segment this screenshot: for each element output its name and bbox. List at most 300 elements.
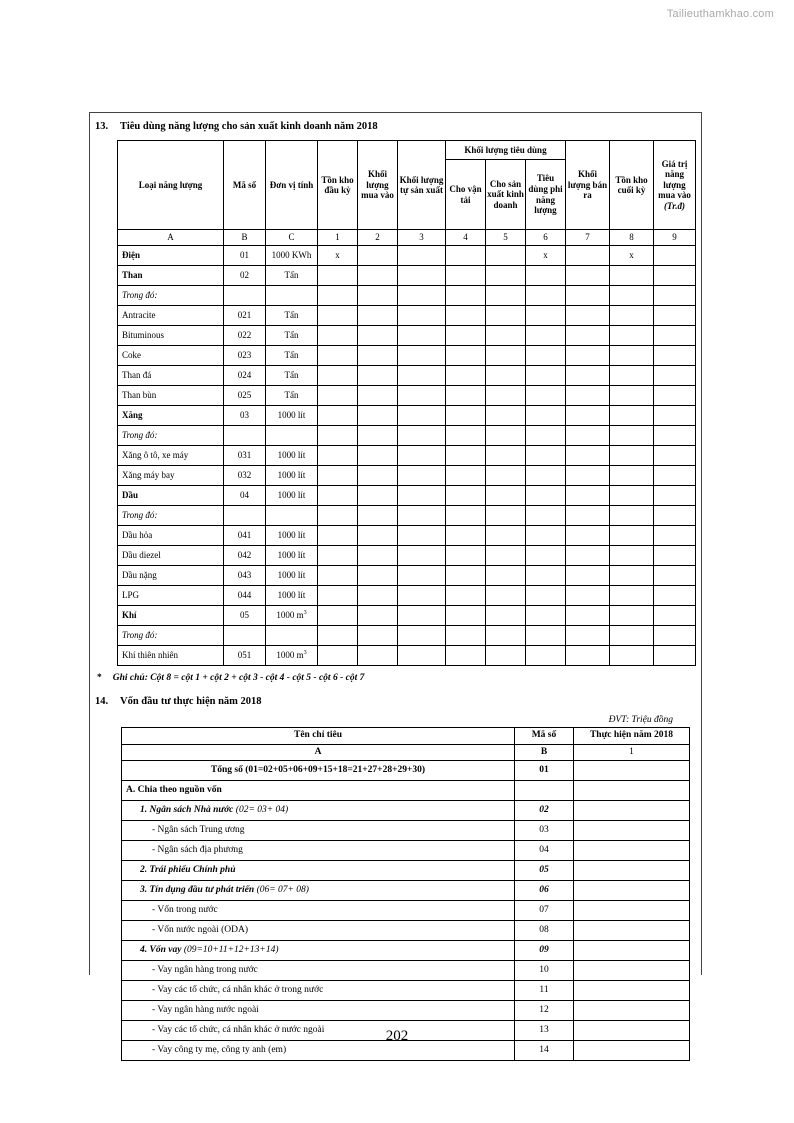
energy-cell-col-2[interactable] bbox=[358, 586, 398, 606]
energy-cell-col-8[interactable] bbox=[610, 446, 654, 466]
energy-cell-col-9[interactable] bbox=[654, 406, 696, 426]
energy-cell-col-3[interactable] bbox=[398, 586, 446, 606]
energy-cell-col-2[interactable] bbox=[358, 286, 398, 306]
energy-cell-col-6[interactable] bbox=[526, 466, 566, 486]
energy-row-unit: Tấn bbox=[266, 386, 318, 406]
energy-cell-col-4[interactable] bbox=[446, 406, 486, 426]
energy-row-name: Than bbox=[118, 266, 224, 286]
energy-cell-col-4[interactable] bbox=[446, 506, 486, 526]
invest-row-label bbox=[122, 1001, 515, 1021]
energy-cell-col-5[interactable] bbox=[486, 306, 526, 326]
table-row bbox=[118, 246, 696, 266]
energy-row-unit: Tấn bbox=[266, 326, 318, 346]
th-sold: Khối lượng bán ra bbox=[566, 141, 610, 230]
energy-cell-col-2[interactable] bbox=[358, 366, 398, 386]
energy-cell-col-7[interactable] bbox=[566, 586, 610, 606]
energy-table-body bbox=[118, 246, 696, 666]
energy-cell-col-6[interactable] bbox=[526, 586, 566, 606]
energy-cell-col-8[interactable] bbox=[610, 266, 654, 286]
energy-cell-col-4[interactable] bbox=[446, 586, 486, 606]
energy-cell-col-6[interactable] bbox=[526, 426, 566, 446]
energy-cell-col-1[interactable] bbox=[318, 506, 358, 526]
invest-row-value[interactable] bbox=[574, 921, 690, 941]
energy-cell-col-9[interactable] bbox=[654, 626, 696, 646]
energy-cell-col-7[interactable] bbox=[566, 526, 610, 546]
th-value bbox=[654, 141, 696, 230]
energy-cell-col-9[interactable] bbox=[654, 386, 696, 406]
energy-col-letter-5: 5 bbox=[486, 230, 526, 246]
invest-row-code: 11 bbox=[515, 981, 574, 1001]
invest-row-value[interactable] bbox=[574, 821, 690, 841]
invest-row-label bbox=[122, 861, 515, 881]
energy-cell-col-5[interactable] bbox=[486, 486, 526, 506]
table-row bbox=[122, 1001, 690, 1021]
energy-cell-col-1[interactable] bbox=[318, 366, 358, 386]
invest-row-value[interactable] bbox=[574, 941, 690, 961]
energy-cell-col-9[interactable] bbox=[654, 366, 696, 386]
energy-cell-col-6[interactable] bbox=[526, 366, 566, 386]
energy-cell-col-2[interactable] bbox=[358, 426, 398, 446]
energy-cell-col-9[interactable] bbox=[654, 286, 696, 306]
energy-cell-col-3[interactable] bbox=[398, 606, 446, 626]
energy-cell-col-5[interactable] bbox=[486, 386, 526, 406]
energy-cell-col-5[interactable] bbox=[486, 646, 526, 666]
energy-cell-col-8[interactable] bbox=[610, 626, 654, 646]
energy-cell-col-8[interactable]: x bbox=[610, 246, 654, 266]
th-energy-code: Mã số bbox=[224, 141, 266, 230]
energy-cell-col-6[interactable] bbox=[526, 386, 566, 406]
energy-cell-col-9[interactable] bbox=[654, 646, 696, 666]
energy-cell-col-9[interactable] bbox=[654, 266, 696, 286]
energy-cell-col-8[interactable] bbox=[610, 306, 654, 326]
energy-cell-col-7[interactable] bbox=[566, 426, 610, 446]
energy-cell-col-8[interactable] bbox=[610, 406, 654, 426]
energy-cell-col-3[interactable] bbox=[398, 386, 446, 406]
energy-cell-col-1[interactable] bbox=[318, 306, 358, 326]
energy-cell-col-4[interactable] bbox=[446, 346, 486, 366]
invest-row-value[interactable] bbox=[574, 881, 690, 901]
energy-cell-col-4[interactable] bbox=[446, 426, 486, 446]
invest-row-label-text: - Ngân sách địa phương bbox=[152, 845, 243, 856]
energy-cell-col-3[interactable] bbox=[398, 426, 446, 446]
invest-row-code: 01 bbox=[515, 761, 574, 781]
energy-cell-col-8[interactable] bbox=[610, 286, 654, 306]
energy-row-code: 041 bbox=[224, 526, 266, 546]
invest-row-code: 08 bbox=[515, 921, 574, 941]
energy-cell-col-5[interactable] bbox=[486, 406, 526, 426]
invest-row-value[interactable] bbox=[574, 781, 690, 801]
energy-cell-col-1[interactable] bbox=[318, 566, 358, 586]
energy-cell-col-2[interactable] bbox=[358, 346, 398, 366]
energy-cell-col-5[interactable] bbox=[486, 326, 526, 346]
energy-cell-col-8[interactable] bbox=[610, 506, 654, 526]
energy-column-letters-row bbox=[118, 230, 696, 246]
table-row bbox=[118, 286, 696, 306]
energy-cell-col-1[interactable] bbox=[318, 646, 358, 666]
invest-row-value[interactable] bbox=[574, 861, 690, 881]
energy-cell-col-6[interactable] bbox=[526, 566, 566, 586]
energy-cell-col-8[interactable] bbox=[610, 646, 654, 666]
energy-cell-col-3[interactable] bbox=[398, 346, 446, 366]
invest-row-label bbox=[122, 841, 515, 861]
energy-cell-col-4[interactable] bbox=[446, 386, 486, 406]
energy-cell-col-4[interactable] bbox=[446, 646, 486, 666]
energy-cell-col-4[interactable] bbox=[446, 446, 486, 466]
section-14-title: Vốn đầu tư thực hiện năm 2018 bbox=[120, 696, 262, 708]
energy-cell-col-3[interactable] bbox=[398, 266, 446, 286]
energy-cell-col-4[interactable] bbox=[446, 466, 486, 486]
energy-cell-col-8[interactable] bbox=[610, 466, 654, 486]
energy-cell-col-6[interactable] bbox=[526, 606, 566, 626]
energy-cell-col-9[interactable] bbox=[654, 246, 696, 266]
energy-cell-col-7[interactable] bbox=[566, 346, 610, 366]
invest-row-code: 06 bbox=[515, 881, 574, 901]
energy-cell-col-8[interactable] bbox=[610, 586, 654, 606]
energy-cell-col-4[interactable] bbox=[446, 306, 486, 326]
energy-cell-col-2[interactable] bbox=[358, 266, 398, 286]
energy-cell-col-3[interactable] bbox=[398, 566, 446, 586]
energy-cell-col-3[interactable] bbox=[398, 486, 446, 506]
energy-cell-col-3[interactable] bbox=[398, 326, 446, 346]
table-row bbox=[118, 446, 696, 466]
energy-cell-col-5[interactable] bbox=[486, 366, 526, 386]
invest-row-code: 14 bbox=[515, 1041, 574, 1061]
energy-cell-col-6[interactable] bbox=[526, 326, 566, 346]
table-row bbox=[118, 606, 696, 626]
energy-cell-col-1[interactable] bbox=[318, 626, 358, 646]
energy-cell-col-9[interactable] bbox=[654, 346, 696, 366]
energy-cell-col-8[interactable] bbox=[610, 486, 654, 506]
invest-row-value[interactable] bbox=[574, 981, 690, 1001]
energy-header-row-1 bbox=[118, 141, 696, 160]
energy-row-name: Dầu bbox=[118, 486, 224, 506]
section-13-note bbox=[95, 673, 692, 683]
energy-col-letter-9: 9 bbox=[654, 230, 696, 246]
energy-row-name: Bituminous bbox=[118, 326, 224, 346]
energy-cell-col-3[interactable] bbox=[398, 246, 446, 266]
invest-row-label bbox=[122, 961, 515, 981]
energy-cell-col-2[interactable] bbox=[358, 506, 398, 526]
energy-cell-col-2[interactable] bbox=[358, 446, 398, 466]
invest-row-code: 13 bbox=[515, 1021, 574, 1041]
watermark: Tailieuthamkhao.com bbox=[666, 8, 774, 20]
invest-row-value[interactable] bbox=[574, 1001, 690, 1021]
energy-cell-col-6[interactable] bbox=[526, 546, 566, 566]
energy-row-code bbox=[224, 286, 266, 306]
energy-cell-col-3[interactable] bbox=[398, 446, 446, 466]
energy-cell-col-6[interactable] bbox=[526, 486, 566, 506]
energy-cell-col-2[interactable] bbox=[358, 306, 398, 326]
energy-cell-col-1[interactable] bbox=[318, 266, 358, 286]
invest-row-code: 04 bbox=[515, 841, 574, 861]
table-row bbox=[118, 526, 696, 546]
energy-cell-col-7[interactable] bbox=[566, 626, 610, 646]
th-for-production: Cho sản xuất kinh doanh bbox=[486, 160, 526, 230]
energy-cell-col-7[interactable] bbox=[566, 286, 610, 306]
table-row bbox=[118, 586, 696, 606]
energy-cell-col-4[interactable] bbox=[446, 546, 486, 566]
energy-cell-col-9[interactable] bbox=[654, 446, 696, 466]
energy-row-code: 05 bbox=[224, 606, 266, 626]
invest-row-value[interactable] bbox=[574, 901, 690, 921]
energy-cell-col-7[interactable] bbox=[566, 646, 610, 666]
energy-cell-col-5[interactable] bbox=[486, 546, 526, 566]
energy-cell-col-1[interactable] bbox=[318, 546, 358, 566]
energy-cell-col-8[interactable] bbox=[610, 326, 654, 346]
energy-cell-col-9[interactable] bbox=[654, 466, 696, 486]
table-row bbox=[122, 861, 690, 881]
table-row bbox=[122, 981, 690, 1001]
energy-col-letter-6: 6 bbox=[526, 230, 566, 246]
energy-cell-col-3[interactable] bbox=[398, 466, 446, 486]
energy-row-name: Điện bbox=[118, 246, 224, 266]
energy-cell-col-9[interactable] bbox=[654, 526, 696, 546]
table-row bbox=[122, 781, 690, 801]
th-invest-value: Thực hiện năm 2018 bbox=[574, 728, 690, 745]
energy-row-unit: 1000 KWh bbox=[266, 246, 318, 266]
energy-cell-col-2[interactable] bbox=[358, 466, 398, 486]
invest-row-value[interactable] bbox=[574, 961, 690, 981]
energy-cell-col-5[interactable] bbox=[486, 246, 526, 266]
energy-cell-col-6[interactable] bbox=[526, 506, 566, 526]
energy-cell-col-4[interactable] bbox=[446, 286, 486, 306]
energy-cell-col-7[interactable] bbox=[566, 606, 610, 626]
energy-cell-col-1[interactable] bbox=[318, 286, 358, 306]
energy-cell-col-7[interactable] bbox=[566, 506, 610, 526]
energy-cell-col-9[interactable] bbox=[654, 426, 696, 446]
energy-row-name: Than bùn bbox=[118, 386, 224, 406]
energy-cell-col-5[interactable] bbox=[486, 346, 526, 366]
investment-column-letters-row bbox=[122, 745, 690, 761]
energy-cell-col-4[interactable] bbox=[446, 606, 486, 626]
energy-cell-col-2[interactable] bbox=[358, 546, 398, 566]
energy-cell-col-8[interactable] bbox=[610, 386, 654, 406]
energy-cell-col-2[interactable] bbox=[358, 386, 398, 406]
energy-cell-col-5[interactable] bbox=[486, 466, 526, 486]
energy-cell-col-5[interactable] bbox=[486, 446, 526, 466]
energy-cell-col-2[interactable] bbox=[358, 566, 398, 586]
th-non-energy-use: Tiêu dùng phi năng lượng bbox=[526, 160, 566, 230]
invest-row-label-text: 1. Ngân sách Nhà nước bbox=[140, 805, 234, 816]
energy-cell-col-7[interactable] bbox=[566, 386, 610, 406]
section-13-title: Tiêu dùng năng lượng cho sản xuất kinh doanh năm 2018 bbox=[120, 121, 378, 132]
invest-row-code: 09 bbox=[515, 941, 574, 961]
energy-row-code: 025 bbox=[224, 386, 266, 406]
invest-row-label-text: - Vốn nước ngoài (ODA) bbox=[152, 925, 249, 936]
energy-cell-col-6[interactable] bbox=[526, 646, 566, 666]
table-row bbox=[122, 881, 690, 901]
energy-cell-col-1[interactable] bbox=[318, 326, 358, 346]
energy-cell-col-4[interactable] bbox=[446, 526, 486, 546]
invest-row-label-text: - Vay các tổ chức, cá nhân khác ở trong nước bbox=[152, 985, 324, 996]
energy-cell-col-6[interactable] bbox=[526, 306, 566, 326]
energy-cell-col-6[interactable] bbox=[526, 346, 566, 366]
energy-cell-col-1[interactable] bbox=[318, 386, 358, 406]
page-number: 202 bbox=[385, 1028, 409, 1044]
energy-cell-col-3[interactable] bbox=[398, 626, 446, 646]
energy-cell-col-7[interactable] bbox=[566, 566, 610, 586]
energy-cell-col-9[interactable] bbox=[654, 326, 696, 346]
energy-cell-col-2[interactable] bbox=[358, 646, 398, 666]
energy-row-name: Khí thiên nhiên bbox=[118, 646, 224, 666]
energy-cell-col-2[interactable] bbox=[358, 326, 398, 346]
energy-cell-col-3[interactable] bbox=[398, 546, 446, 566]
energy-cell-col-5[interactable] bbox=[486, 526, 526, 546]
energy-cell-col-3[interactable] bbox=[398, 286, 446, 306]
energy-row-unit bbox=[266, 426, 318, 446]
energy-cell-col-3[interactable] bbox=[398, 306, 446, 326]
energy-cell-col-1[interactable] bbox=[318, 526, 358, 546]
energy-cell-col-3[interactable] bbox=[398, 406, 446, 426]
table-row bbox=[118, 406, 696, 426]
table-row bbox=[118, 506, 696, 526]
energy-cell-col-8[interactable] bbox=[610, 566, 654, 586]
energy-cell-col-5[interactable] bbox=[486, 606, 526, 626]
energy-cell-col-5[interactable] bbox=[486, 286, 526, 306]
energy-cell-col-2[interactable] bbox=[358, 406, 398, 426]
energy-cell-col-7[interactable] bbox=[566, 266, 610, 286]
energy-cell-col-7[interactable] bbox=[566, 246, 610, 266]
energy-cell-col-7[interactable] bbox=[566, 486, 610, 506]
energy-cell-col-9[interactable] bbox=[654, 606, 696, 626]
energy-cell-col-4[interactable] bbox=[446, 566, 486, 586]
energy-cell-col-6[interactable] bbox=[526, 406, 566, 426]
energy-col-letter-4: 4 bbox=[446, 230, 486, 246]
energy-cell-col-1[interactable] bbox=[318, 406, 358, 426]
energy-row-name: Dầu nặng bbox=[118, 566, 224, 586]
energy-cell-col-9[interactable] bbox=[654, 546, 696, 566]
invest-row-label bbox=[122, 901, 515, 921]
energy-cell-col-1[interactable] bbox=[318, 346, 358, 366]
energy-cell-col-8[interactable] bbox=[610, 426, 654, 446]
th-closing-stock: Tồn kho cuối kỳ bbox=[610, 141, 654, 230]
energy-row-code bbox=[224, 626, 266, 646]
energy-cell-col-4[interactable] bbox=[446, 246, 486, 266]
energy-cell-col-5[interactable] bbox=[486, 586, 526, 606]
energy-cell-col-4[interactable] bbox=[446, 366, 486, 386]
energy-cell-col-6[interactable] bbox=[526, 286, 566, 306]
energy-cell-col-7[interactable] bbox=[566, 366, 610, 386]
investment-table-wrap bbox=[95, 727, 692, 1061]
energy-cell-col-6[interactable] bbox=[526, 266, 566, 286]
energy-row-name: Xăng ô tô, xe máy bbox=[118, 446, 224, 466]
table-row bbox=[118, 466, 696, 486]
energy-cell-col-1[interactable] bbox=[318, 446, 358, 466]
energy-cell-col-2[interactable] bbox=[358, 606, 398, 626]
energy-cell-col-6[interactable] bbox=[526, 526, 566, 546]
energy-col-letter-B: B bbox=[224, 230, 266, 246]
energy-cell-col-9[interactable] bbox=[654, 306, 696, 326]
energy-cell-col-3[interactable] bbox=[398, 366, 446, 386]
energy-col-letter-A: A bbox=[118, 230, 224, 246]
energy-cell-col-3[interactable] bbox=[398, 526, 446, 546]
energy-row-code: 043 bbox=[224, 566, 266, 586]
energy-col-letter-1: 1 bbox=[318, 230, 358, 246]
energy-cell-col-8[interactable] bbox=[610, 606, 654, 626]
invest-row-label bbox=[122, 761, 515, 781]
energy-cell-col-1[interactable] bbox=[318, 586, 358, 606]
invest-row-label-text: - Vay ngân hàng nước ngoài bbox=[152, 1005, 259, 1016]
invest-row-label-text: - Vay các tổ chức, cá nhân khác ở nước ngoài bbox=[152, 1025, 325, 1036]
energy-cell-col-3[interactable] bbox=[398, 646, 446, 666]
energy-row-name: Dầu hỏa bbox=[118, 526, 224, 546]
table-row bbox=[118, 306, 696, 326]
energy-col-letter-8: 8 bbox=[610, 230, 654, 246]
energy-cell-col-8[interactable] bbox=[610, 366, 654, 386]
energy-cell-col-1[interactable]: x bbox=[318, 246, 358, 266]
section-14-heading bbox=[95, 695, 692, 708]
energy-row-unit: Tấn bbox=[266, 346, 318, 366]
invest-col-letter-A: A bbox=[122, 745, 515, 761]
energy-row-code bbox=[224, 426, 266, 446]
energy-cell-col-8[interactable] bbox=[610, 346, 654, 366]
table-row bbox=[118, 646, 696, 666]
energy-cell-col-7[interactable] bbox=[566, 326, 610, 346]
energy-cell-col-5[interactable] bbox=[486, 566, 526, 586]
table-row bbox=[118, 366, 696, 386]
energy-cell-col-2[interactable] bbox=[358, 526, 398, 546]
table-row bbox=[118, 486, 696, 506]
energy-cell-col-1[interactable] bbox=[318, 466, 358, 486]
energy-cell-col-8[interactable] bbox=[610, 526, 654, 546]
energy-col-letter-7: 7 bbox=[566, 230, 610, 246]
invest-row-label bbox=[122, 981, 515, 1001]
energy-cell-col-6[interactable]: x bbox=[526, 246, 566, 266]
energy-cell-col-9[interactable] bbox=[654, 506, 696, 526]
th-value-text: Giá trị năng lượng mua vào bbox=[658, 158, 691, 201]
energy-cell-col-7[interactable] bbox=[566, 466, 610, 486]
energy-cell-col-2[interactable] bbox=[358, 486, 398, 506]
invest-row-code: 03 bbox=[515, 821, 574, 841]
energy-cell-col-5[interactable] bbox=[486, 266, 526, 286]
energy-cell-col-4[interactable] bbox=[446, 266, 486, 286]
section-14-number: 14. bbox=[95, 696, 109, 708]
energy-cell-col-8[interactable] bbox=[610, 546, 654, 566]
energy-cell-col-5[interactable] bbox=[486, 426, 526, 446]
table-row bbox=[122, 921, 690, 941]
energy-cell-col-5[interactable] bbox=[486, 506, 526, 526]
energy-cell-col-7[interactable] bbox=[566, 406, 610, 426]
energy-cell-col-6[interactable] bbox=[526, 446, 566, 466]
energy-cell-col-7[interactable] bbox=[566, 546, 610, 566]
invest-row-value[interactable] bbox=[574, 801, 690, 821]
energy-cell-col-9[interactable] bbox=[654, 586, 696, 606]
energy-cell-col-7[interactable] bbox=[566, 306, 610, 326]
energy-row-name: Dầu diezel bbox=[118, 546, 224, 566]
energy-cell-col-4[interactable] bbox=[446, 626, 486, 646]
invest-row-value[interactable] bbox=[574, 841, 690, 861]
energy-cell-col-1[interactable] bbox=[318, 486, 358, 506]
invest-row-formula: (06= 07+ 08) bbox=[254, 885, 309, 896]
invest-row-value[interactable] bbox=[574, 761, 690, 781]
energy-cell-col-5[interactable] bbox=[486, 626, 526, 646]
table-row bbox=[122, 841, 690, 861]
energy-cell-col-7[interactable] bbox=[566, 446, 610, 466]
energy-cell-col-6[interactable] bbox=[526, 626, 566, 646]
energy-cell-col-1[interactable] bbox=[318, 606, 358, 626]
energy-cell-col-4[interactable] bbox=[446, 326, 486, 346]
energy-cell-col-2[interactable] bbox=[358, 246, 398, 266]
energy-cell-col-4[interactable] bbox=[446, 486, 486, 506]
energy-cell-col-9[interactable] bbox=[654, 486, 696, 506]
section-13-number: 13. bbox=[95, 121, 109, 132]
energy-cell-col-9[interactable] bbox=[654, 566, 696, 586]
energy-cell-col-3[interactable] bbox=[398, 506, 446, 526]
energy-cell-col-2[interactable] bbox=[358, 626, 398, 646]
invest-row-code: 02 bbox=[515, 801, 574, 821]
energy-cell-col-1[interactable] bbox=[318, 426, 358, 446]
table-row bbox=[118, 626, 696, 646]
